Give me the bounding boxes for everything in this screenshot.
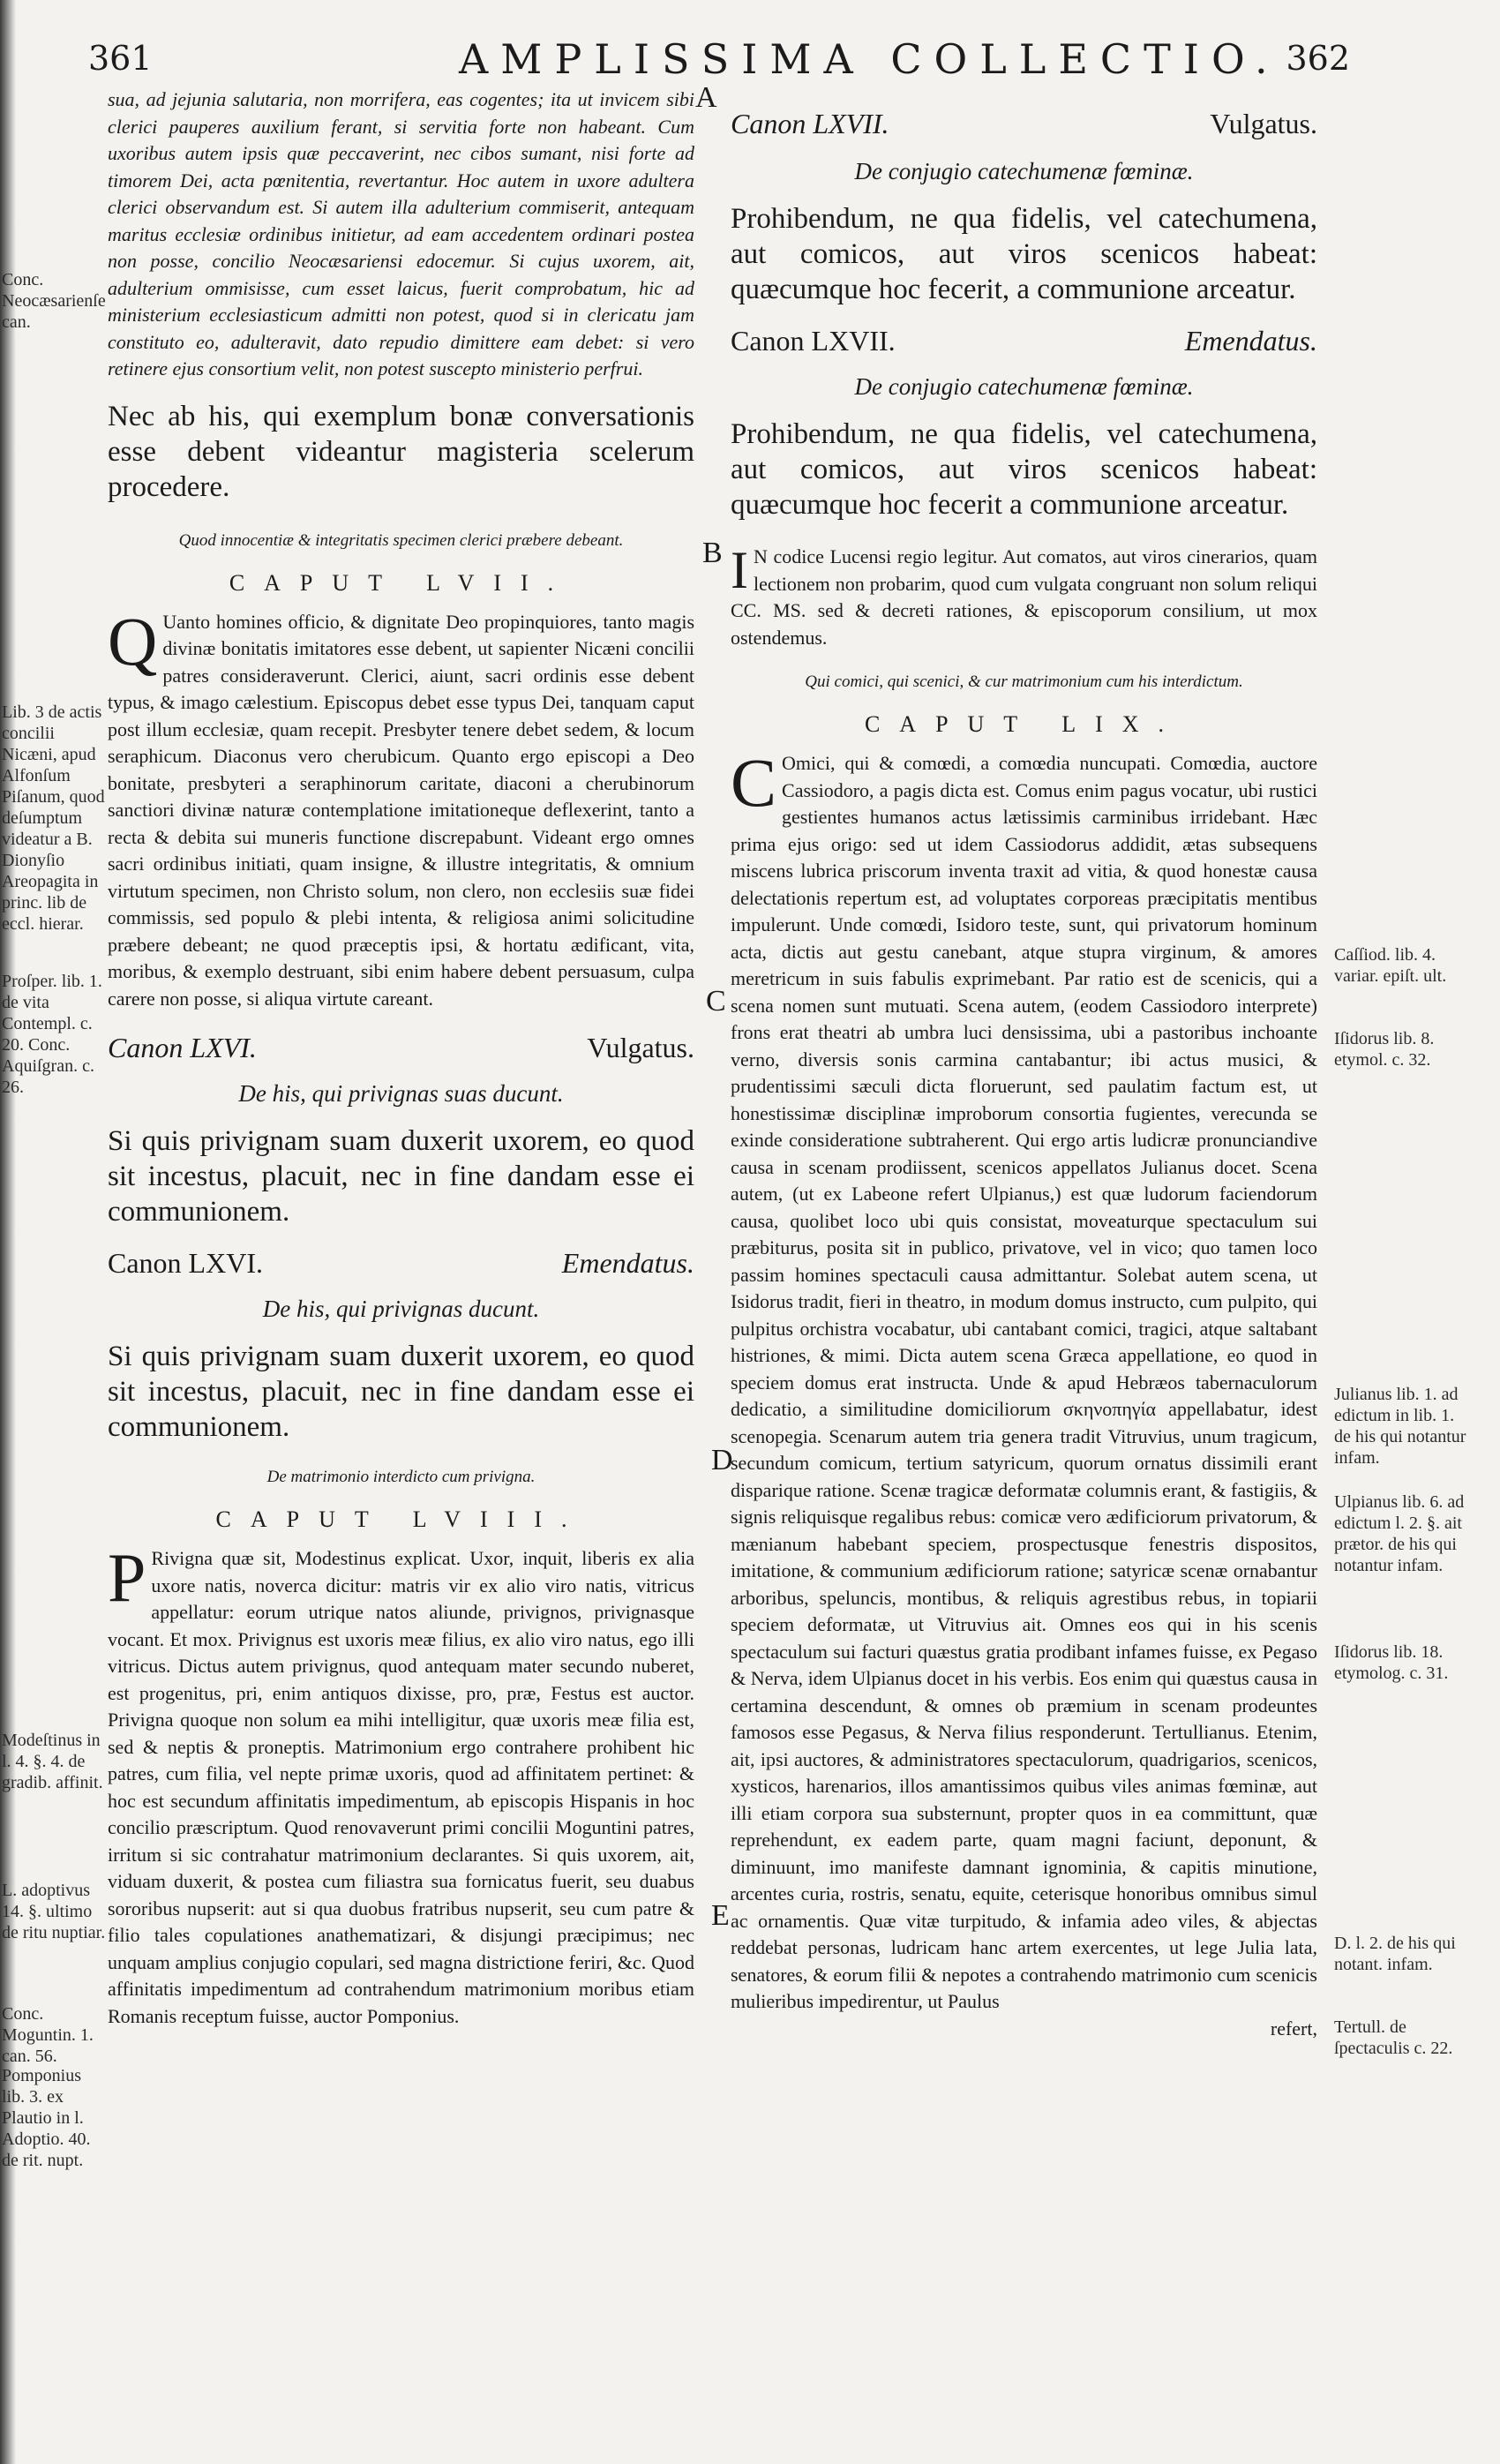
margin-note-left-4: Modeſtinus in l. 4. §. 4. de gradib. affinit.: [2, 1731, 103, 1792]
margin-note-right-3: Julianus lib. 1. ad edictum in lib. 1. de his qui notantur infam.: [1334, 1385, 1466, 1468]
paragraph-continuation: sua, ad jejunia salutaria, non morrifera, eas cogentes; ita ut invicem sibi clerici pauperes auxilium ferant, si servitia forte non habeant. Cum uxoribus autem ipsis quæ peccaverint, nec cibos sumant, nisi forte ad timorem Dei, acta pœnitentia, revertantur. Hoc autem in uxore adultera clerici observandum est. Si autem illa adulterium commiserit, antequam maritus ecclesiæ ordinibus initietur, ad eam accedentem ordinari postea non posse, concilio Neocæsariensi edocemur. Si cujus uxorem, ait, adulterium ommisisse, cum esset laicus, fuerit comprobatum, hic ad ministerium ecclesiasticum admitti non potest, quod si in clericatu jam constituto eo, adulteravit, dato repudio dimittere eam debet: si vero retinere ejus consortium velit, non potest suscepto ministerio perfrui.: [108, 88, 694, 379]
canon-67-emendatus-row: [731, 325, 1317, 357]
right-column: [731, 108, 1317, 2042]
chapter-58-body: Rivigna quæ sit, Modestinus explicat. Uxor, inquit, liberis ex alia uxore natis, noverca dicitur: matris vir ex alio viro natis, vitricus appellatur: eorum utrique natos aliunde, privignos, privignasque vocant. Et mox. Privignus est uxoris meæ filius, ex alio viro natus, ego illi vitricus. Dictus autem privignus, quod antequam mater secundo nuberet, est progenitus, pri, enim antiquos dixisse, pro, præ, Festus est auctor. Privigna quoque non solum ea mihi intelligitur, quæ uxoris meæ filia est, sed & neptis & proneptis. Matrimonium ergo contrahere prohibent hic patres, cum filia, vel nepte primæ uxoris, quod ad affinitatem pertinet: & hoc est secundum affinitatis impedimentum, ab episcopis Hispanis in hoc concilio præscriptum. Quod renovaverunt primi concilii Moguntini patres, irritum si sic contrahatur matrimonium declarantes. Si quis uxorem, ait, viduam duxerit, & postea cum filiastra sua fornicatus fuerit, seu duabus sororibus nupserit: aut si qua duobus fratribus nupserit, seu cum patre & filio tales copulationes anathematizari, & disjungi præcipimus; nec unquam amplius conjugio copulari, sed magna districtione feriri, &c. Quod affinitatis impedimentum ad contrahendum matrimonium moribus etiam Romanis receptum fuisse, auctor Pomponius.: [108, 1547, 694, 2027]
emendatus-label: Emendatus.: [561, 1247, 694, 1279]
margin-note-left-2: Lib. 3 de actis concilii Nicæni, apud Alfonſum Piſanum, quod deſumptum videatur a B. Dionyſio Areopagita in princ. lib de eccl. hierar.: [2, 702, 105, 934]
left-column: [108, 86, 694, 2030]
chapter-59-text: [731, 744, 1317, 2016]
chapter-58-title: CAPUT LVIII.: [215, 1506, 587, 1532]
margin-note-right-2: Iſidorus lib. 8. etymol. c. 32.: [1334, 1029, 1435, 1070]
canon-summary: Nec ab his, qui exemplum bonæ conversationis esse debent videantur magisteria scelerum procedere.: [108, 400, 694, 503]
canon-66-vulgatus-row: [108, 1032, 694, 1064]
vulgatus-label: Vulgatus.: [587, 1032, 694, 1063]
section-letter-d: D: [711, 1444, 733, 1476]
section-letter-a: A: [695, 81, 717, 114]
canon-66-vulgatus-text: Si quis privignam suam duxerit uxorem, eo quod sit incestus, placuit, nec in fine dandam esse ei communionem.: [108, 1125, 694, 1228]
chapter-57-text: [108, 602, 694, 1013]
dropcap-c: C: [731, 744, 777, 821]
margin-note-left-7: Pomponius lib. 3. ex Plautio in l. Adoptio. 40. de rit. nupt.: [2, 2066, 91, 2170]
dropcap-q: Q: [108, 602, 158, 680]
canon-66-vulgatus-heading: De his, qui privignas suas ducunt.: [238, 1080, 564, 1107]
margin-note-right-4: Ulpianus lib. 6. ad edictum l. 2. §. ait prætor. de his qui notantur infam.: [1334, 1492, 1465, 1575]
margin-note-right-7: Tertull. de ſpectaculis c. 22.: [1334, 2017, 1453, 2058]
canon-67-emendatus-label: Canon LXVII.: [731, 325, 896, 357]
canon-66-emendatus-row: [108, 1247, 694, 1280]
chapter-57-heading: Quod innocentiæ & integritatis specimen clerici præbere debeant.: [178, 530, 624, 550]
page-number-left: 361: [88, 39, 153, 78]
page-header: [88, 35, 1350, 88]
canon-67-emendatus-heading: De conjugio catechumenæ fœminæ.: [854, 373, 1194, 400]
section-letter-c: C: [706, 985, 726, 1018]
chapter-57-title: CAPUT LVII.: [229, 569, 574, 596]
chapter-57-body: Uanto homines officio, & dignitate Deo propinquiores, tanto magis divinæ bonitatis imitatores esse debent, ut sapienter Nicæni concilii patres consideraverunt. Clerici, aiunt, sacri ordinis esse debent typus, & imago cælestium. Episcopus debet esse typus Dei, tanquam caput post illum ecclesiæ, quam recepit. Presbyter tenere debet sedem, & locum seraphicum. Diaconus vero cherubicum. Quanto ergo episcopi a Deo bonitate, presbyteri a seraphinorum caritate, diaconi a cherubinorum sanctiori divinæ naturæ contemplatione imitationeque deflexerint, tanto a recta & debita sui muneris functione discrepabunt. Videant ergo omnes sacri ordinibus initiati, quam insigne, & illustre integritatis, & omnium virtutum specimen, non Christo solum, non clero, non ecclesiis suæ fidei commissis, sed populo & plebi intenta, & religiosa animi solicitudine præbere debeant; ne quod præceptis ipsi, & hortatu ædificant, vita, moribus, & exemplo destruant, sibi enim habere debent persuasum, culpa carere non posse, si aliqua virtute careant.: [108, 610, 694, 1010]
dropcap-i: I: [731, 541, 748, 599]
margin-note-right-1: Caſſiod. lib. 4. variar. epiſt. ult.: [1334, 945, 1447, 986]
lucensi-note: [731, 541, 1317, 651]
chapter-59-heading: Qui comici, qui scenici, & cur matrimonium cum his interdictum.: [805, 672, 1243, 691]
canon-67-emendatus-text: Prohibendum, ne qua fidelis, vel catechumena, aut comicos, aut viros scenicos habeat: quæcumque hoc fecerit a communione arceatur.: [731, 418, 1317, 521]
canon-66-emendatus-text: Si quis privignam suam duxerit uxorem, eo quod sit incestus, placuit, nec in fine dandam esse ei communionem.: [108, 1341, 694, 1443]
chapter-58-text: [108, 1539, 694, 2030]
canon-66-emendatus-heading: De his, qui privignas ducunt.: [262, 1296, 540, 1322]
margin-note-left-5: L. adoptivus 14. §. ultimo de ritu nuptiar.: [2, 1881, 106, 1942]
margin-note-right-6: D. l. 2. de his qui notant. infam.: [1334, 1934, 1456, 1974]
canon-66-emendatus-label: Canon LXVI.: [108, 1247, 263, 1279]
canon-66-vulgatus-label: Canon LXVI.: [108, 1032, 257, 1063]
canon-67-vulgatus-label: Canon LXVII.: [731, 108, 889, 139]
catchword: refert,: [1270, 2017, 1317, 2040]
running-title: AMPLISSIMA COLLECTIO.: [459, 35, 1280, 83]
vulgatus-label-right: Vulgatus.: [1210, 108, 1317, 139]
page-number-right: 362: [1286, 39, 1350, 78]
chapter-59-title: CAPUT LIX.: [864, 711, 1184, 737]
chapter-58-heading: De matrimonio interdicto cum privigna.: [266, 1468, 536, 1486]
margin-note-left-6: Conc. Moguntin. 1. can. 56.: [2, 2004, 94, 2066]
canon-67-vulgatus-row: [731, 108, 1317, 140]
lucensi-body: N codice Lucensi regio legitur. Aut comatos, aut viros cinerarios, quam lectionem non probarim, quod cum vulgata congruant non solum reliqui CC. MS. sed & decreti rationes, & episcoporum consilium, ut mox ostendemus.: [731, 545, 1317, 649]
chapter-59-body: Omici, qui & comœdi, a comœdia nuncupati. Comœdia, auctore Cassiodoro, a pagis dicta est. Comus enim pagus vocatur, ubi rustici gestientes humanos actus lætissimis carminibus irridebant. Hæc prima ejus origo: sed ut idem Cassiodorus addidit, ætas subsequens miscens lubrica priscorum inventa traxit ad vitia, & quod honestæ causa delectationis repertum est, ad voluptates corporeas præcipitatis mentibus impulerunt. Unde comœdi, Isidoro teste, sunt, qui privatorum hominum acta, dictis aut gestu canebant, atque stupra virginum, & amores meretricum in suis fabulis exprimebant. Par ratio est de scenicis, qui a scena nomen sunt mutuati. Scena autem, (eodem Cassiodoro interprete) frons erat theatri ab umbra luci densissima, ubi a pastoribus inchoante verno, diversis sonis carmina cantabantur; ibi actus musici, & prudentissimi sæculi dicta floruerunt, sed paulatim factum est, ut honestissimæ disciplinæ improborum consortia fugientes, verecunda se exinde consideratione subtraherent. Qui ergo artis ludicræ pronunciandive causa in scenam prodiissent, scenicos appellatos Julianus docet. Scena autem, (ut ex Labeone refert Ulpianus,) est quæ ludorum faciendorum causa, quolibet loco ubi quis consistat, moveaturque spectaculum sui præbiturus, posita sit in publico, privatove, vel in vico; quo tamen loco passim homines spectaculi causa admittantur. Solebat autem scena, ut Isidorus tradit, fieri in theatro, in modum domus instructo, cum pulpito, qui pulpitus orchistra vocabatur, ubi cantabant comici, tragici, atque saltabant histriones, & mimi. Dicta autem scena Græca appellatione, eo quod in speciem domus erat instructa. Unde & apud Hebræos tabernaculorum dedicatio, a similitudine domiciliorum σκηνοπηγία appellabatur, idest scenopegia. Scenarum autem tria genera tradit Vitruvius, unum tragicum, secundum comicum, tertium satyricum, quorum ornatus dissimili erant disparique ratione. Scenæ tragicæ deformatæ columnis erant, & fastigiis, & signis reliquisque regalibus rebus: comicæ vero ædificiorum privatorum, & mænianum habebant speciem, prospectusque fenestris dispositos, imitatione, & communium ædificiorum ratione; satyricæ scenæ ornabantur arboribus, speluncis, montibus, & reliquis agrestibus rebus, in topiarii speciem deformatæ, ut Vitruvius ait. Omnes eos qui in his scenis spectaculum sui facturi quæstus gratia prodibant infames fuisse, ex Pegaso & Nerva, idem Ulpianus docet in his verbis. Eos enim qui quæstus causa in certamina descendunt, & omnes ob præmium in scenam prodeuntes famosos esse Pegasus, & Nerva filius responderunt. Tertullianus. Etenim, ait, ipsi auctores, & administratores spectaculorum, quadrigarios, scenicos, xysticos, harenarios, illos amantissimos quibus viles animas fœminæ, aut illi etiam corpora sua substernunt, propter quos in ea committunt, quæ reprehendunt, ex eadem parte, quam magni faciunt, deponunt, & diminuunt, imo manifeste damnant ignominia, & capitis minutione, arcentes curia, rostris, senatu, equite, ceterisque honoribus omnibus simul ac ornamentis. Quæ vitæ turpitudo, & infamia adeo viles, & abjectas reddebat personas, ludricam hanc artem exercentes, ut lege Julia lata, senatores, & eorum filii & nepotes a contrahendo matrimonio cum scenicis mulieribus impedirentur, ut Paulus: [731, 752, 1317, 2012]
margin-note-left-1: Conc. Neocæsarienſe can.: [2, 270, 106, 332]
emendatus-label-right: Emendatus.: [1184, 325, 1317, 357]
canon-67-vulgatus-heading: De conjugio catechumenæ fœminæ.: [854, 158, 1194, 184]
section-letter-e: E: [711, 1899, 730, 1932]
margin-note-right-5: Iſidorus lib. 18. etymolog. c. 31.: [1334, 1642, 1449, 1683]
dropcap-p: P: [108, 1539, 146, 1616]
margin-note-left-3: Proſper. lib. 1. de vita Contempl. c. 20. Conc. Aquiſgran. c. 26.: [2, 972, 102, 1097]
canon-67-vulgatus-text: Prohibendum, ne qua fidelis, vel catechumena, aut comicos, aut viros scenicos habeat: quæcumque hoc fecerit, a communione arceatur.: [731, 203, 1317, 305]
section-letter-b: B: [702, 537, 723, 569]
